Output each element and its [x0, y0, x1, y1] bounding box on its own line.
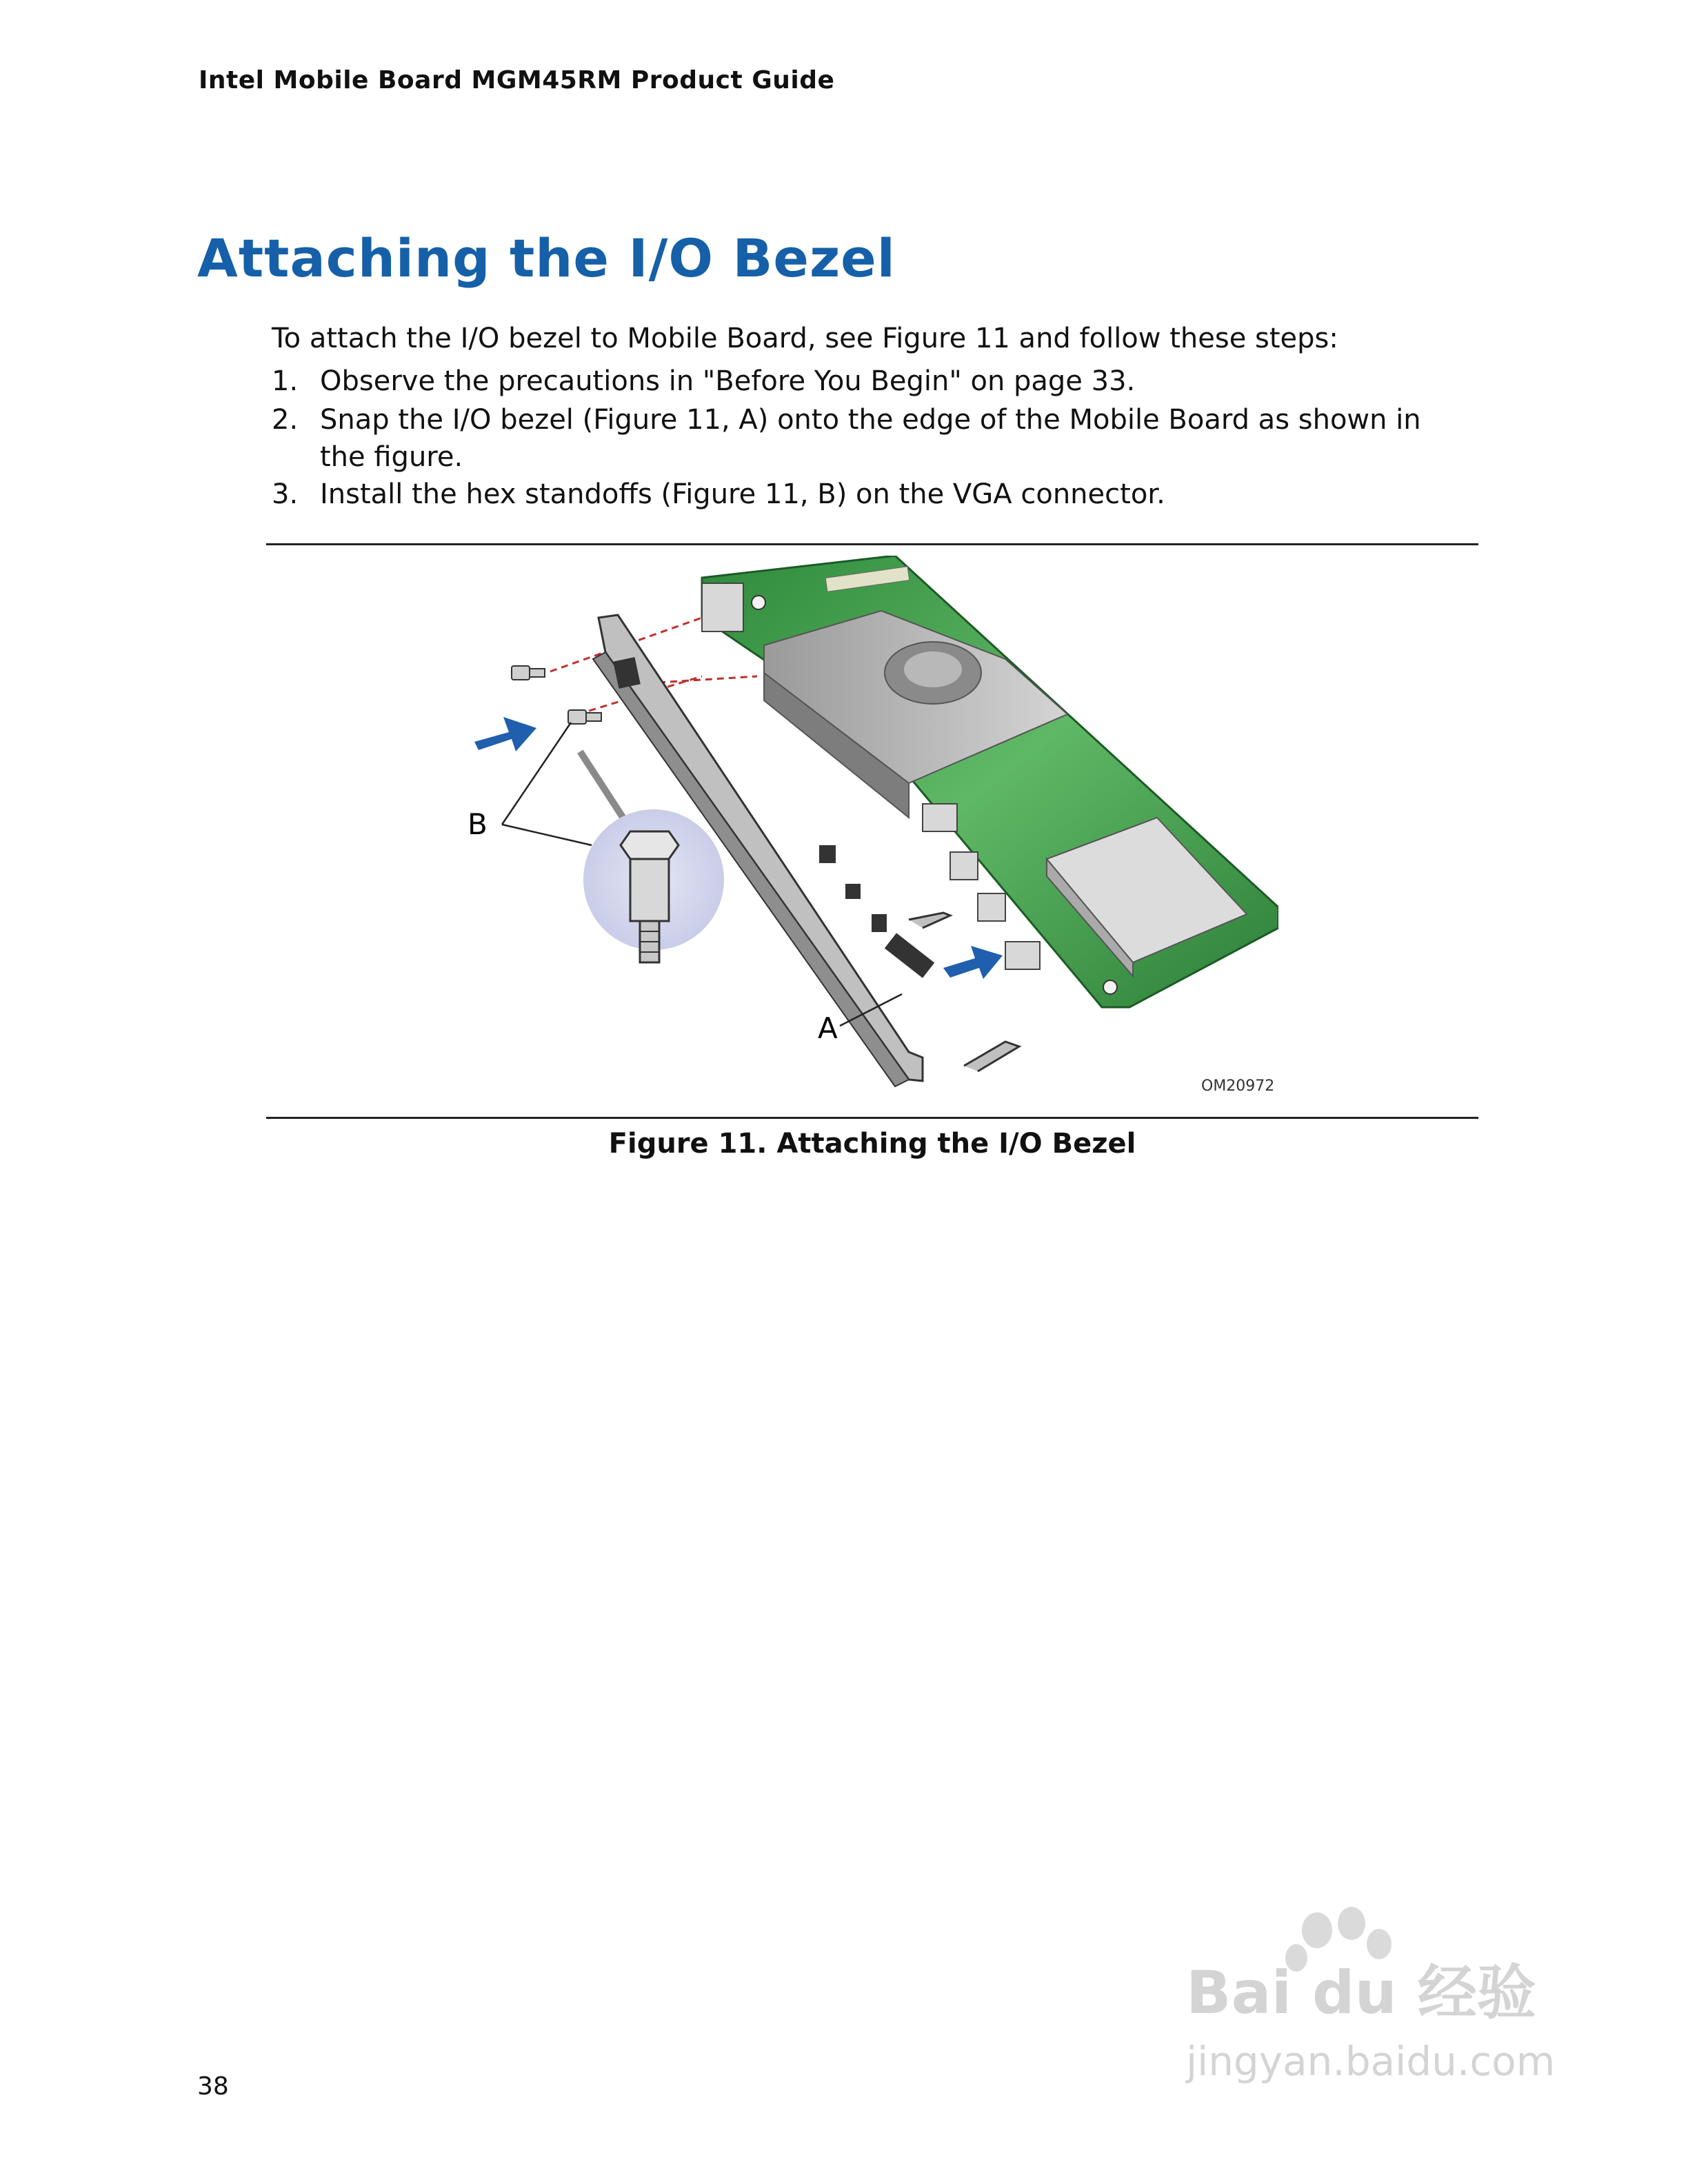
figure-code: OM20972 [1201, 1078, 1275, 1095]
step-text: Install the hex standoffs (Figure 11, B) on the VGA connector. [320, 478, 1165, 510]
intro-paragraph: To attach the I/O bezel to Mobile Board, see Figure 11 and follow these steps: [272, 323, 1338, 354]
watermark-logo-text: Bai du 经验 [1186, 1959, 1536, 2028]
arrow-right-icon [943, 946, 1003, 979]
figure-top-rule [266, 543, 1478, 545]
standoff-detail-inset [583, 809, 724, 962]
step-text: Observe the precautions in "Before You Begin" on page 33. [320, 365, 1136, 397]
hex-standoffs [512, 666, 601, 724]
page-number: 38 [197, 2072, 229, 2101]
section-title: Attaching the I/O Bezel [197, 228, 896, 289]
running-header: Intel Mobile Board MGM45RM Product Guide [199, 66, 835, 94]
step-item [272, 476, 1458, 513]
step-number: 1. [272, 365, 299, 397]
baidu-watermark-logo [1172, 1903, 1586, 2110]
figure-caption: Figure 11. Attaching the I/O Bezel [608, 1128, 1136, 1160]
arrow-left-icon [474, 717, 536, 751]
figure-label-a: A [818, 1011, 838, 1045]
figure-label-b: B [468, 807, 488, 841]
mobile-board [702, 556, 1278, 1007]
watermark-url: jingyan.baidu.com [1186, 2038, 1556, 2085]
step-number: 2. [272, 404, 299, 436]
figure-bottom-rule [266, 1117, 1478, 1119]
step-item [272, 401, 1458, 476]
steps-list [272, 363, 1458, 513]
step-item [272, 363, 1458, 400]
figure-illustration [468, 556, 1278, 1100]
step-number: 3. [272, 478, 299, 510]
step-text: Snap the I/O bezel (Figure 11, A) onto the edge of the Mobile Board as shown in the figure. [320, 404, 1421, 473]
